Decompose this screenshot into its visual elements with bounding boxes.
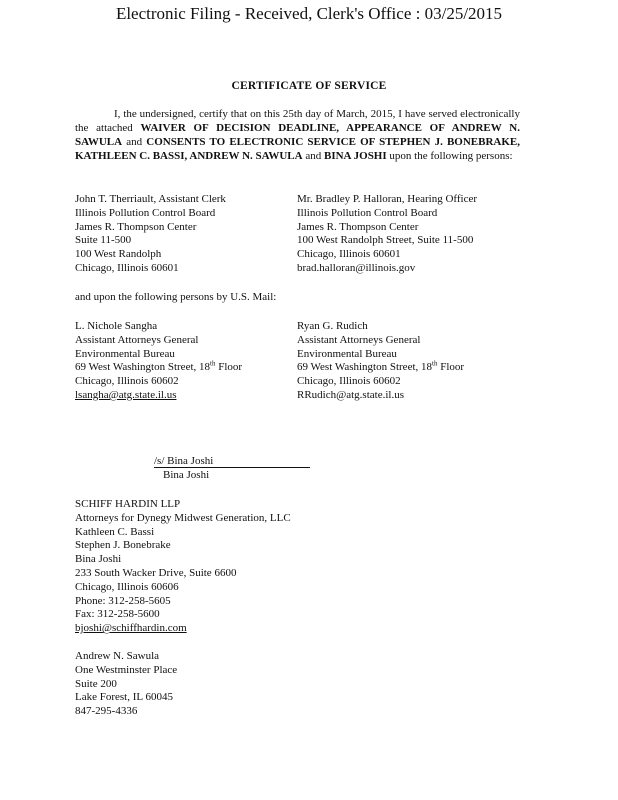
address-line: Assistant Attorneys General bbox=[297, 333, 421, 346]
address-line: Suite 11-500 bbox=[75, 234, 132, 247]
intro-bold-2: CONSENTS TO ELECTRONIC SERVICE OF STEPHEN J. BONEBRAKE, KATHLEEN C. BASSI, ANDREW N. SAWULA bbox=[75, 136, 520, 162]
address-line: 69 West Washington Street, 18th Floor bbox=[297, 359, 465, 374]
address-line: Chicago, Illinois 60601 bbox=[75, 261, 179, 274]
sawula-block bbox=[75, 650, 177, 719]
firm-line: SCHIFF HARDIN LLP bbox=[75, 498, 181, 510]
certification-paragraph bbox=[75, 107, 520, 163]
intro-bold-1: WAIVER OF DECISION DEADLINE, APPEARANCE OF ANDREW N. SAWULA bbox=[75, 122, 520, 148]
intro-text-4: upon the following persons: bbox=[386, 150, 513, 162]
firm-line: 233 South Wacker Drive, Suite 6600 bbox=[75, 566, 237, 579]
firm-line: Stephen J. Bonebrake bbox=[75, 539, 171, 552]
address-line: Chicago, Illinois 60602 bbox=[297, 375, 401, 388]
address-line: One Westminster Place bbox=[75, 663, 178, 676]
mail-recipient-left bbox=[75, 320, 242, 403]
mail-recipient-right bbox=[297, 320, 464, 403]
address-line: John T. Therriault, Assistant Clerk bbox=[75, 193, 226, 205]
firm-line: Phone: 312-258-5605 bbox=[75, 594, 171, 607]
address-line: 100 West Randolph Street, Suite 11-500 bbox=[297, 234, 474, 247]
firm-line: Kathleen C. Bassi bbox=[75, 525, 155, 538]
address-line: James R. Thompson Center bbox=[75, 220, 197, 233]
email-link: RRudich@atg.state.il.us bbox=[297, 388, 404, 401]
address-line: Andrew N. Sawula bbox=[75, 650, 160, 662]
address-line: James R. Thompson Center bbox=[297, 220, 419, 233]
address-line: Suite 200 bbox=[75, 677, 117, 690]
electronic-recipient-left bbox=[75, 193, 226, 276]
signer-name: Bina Joshi bbox=[163, 469, 210, 481]
email-link: brad.halloran@illinois.gov bbox=[297, 261, 416, 274]
address-line: Environmental Bureau bbox=[297, 347, 397, 360]
intro-text-1: I, the undersigned, certify that on this 25th day of March, 2015, I have served electronically the attached bbox=[75, 108, 520, 134]
document-title: CERTIFICATE OF SERVICE bbox=[231, 80, 387, 92]
address-line: 69 West Washington Street, 18th Floor bbox=[75, 359, 243, 374]
address-line: 100 West Randolph bbox=[75, 248, 162, 261]
signature-line bbox=[154, 467, 310, 468]
firm-line: Fax: 312-258-5600 bbox=[75, 608, 160, 621]
firm-line: Chicago, Illinois 60606 bbox=[75, 580, 179, 593]
electronic-recipient-right bbox=[297, 193, 477, 276]
filing-header: Electronic Filing - Received, Clerk's Office : 03/25/2015 bbox=[115, 4, 503, 23]
address-line: Environmental Bureau bbox=[75, 347, 175, 360]
firm-line: Bina Joshi bbox=[75, 553, 122, 566]
intro-text-2: and bbox=[122, 136, 147, 148]
address-line: 847-295-4336 bbox=[75, 705, 138, 718]
address-line: Chicago, Illinois 60601 bbox=[297, 248, 401, 261]
intro-text-3: and bbox=[302, 150, 324, 162]
firm-block bbox=[75, 498, 291, 636]
address-line: Lake Forest, IL 60045 bbox=[75, 691, 173, 704]
mail-intro: and upon the following persons by U.S. Mail: bbox=[75, 291, 277, 303]
address-line: Ryan G. Rudich bbox=[297, 320, 368, 332]
address-line: Assistant Attorneys General bbox=[75, 333, 199, 346]
address-line: Illinois Pollution Control Board bbox=[75, 206, 216, 219]
firm-line: Attorneys for Dynegy Midwest Generation, LLC bbox=[75, 511, 291, 524]
address-line: Illinois Pollution Control Board bbox=[297, 206, 438, 219]
email-link: lsangha@atg.state.il.us bbox=[75, 388, 177, 401]
address-line: L. Nichole Sangha bbox=[75, 320, 158, 332]
firm-email-link[interactable]: bjoshi@schiffhardin.com bbox=[75, 622, 187, 635]
intro-bold-3: BINA JOSHI bbox=[323, 150, 387, 162]
address-line: Mr. Bradley P. Halloran, Hearing Officer bbox=[297, 193, 478, 205]
address-line: Chicago, Illinois 60602 bbox=[75, 375, 179, 388]
signature-text: /s/ Bina Joshi bbox=[154, 455, 214, 467]
